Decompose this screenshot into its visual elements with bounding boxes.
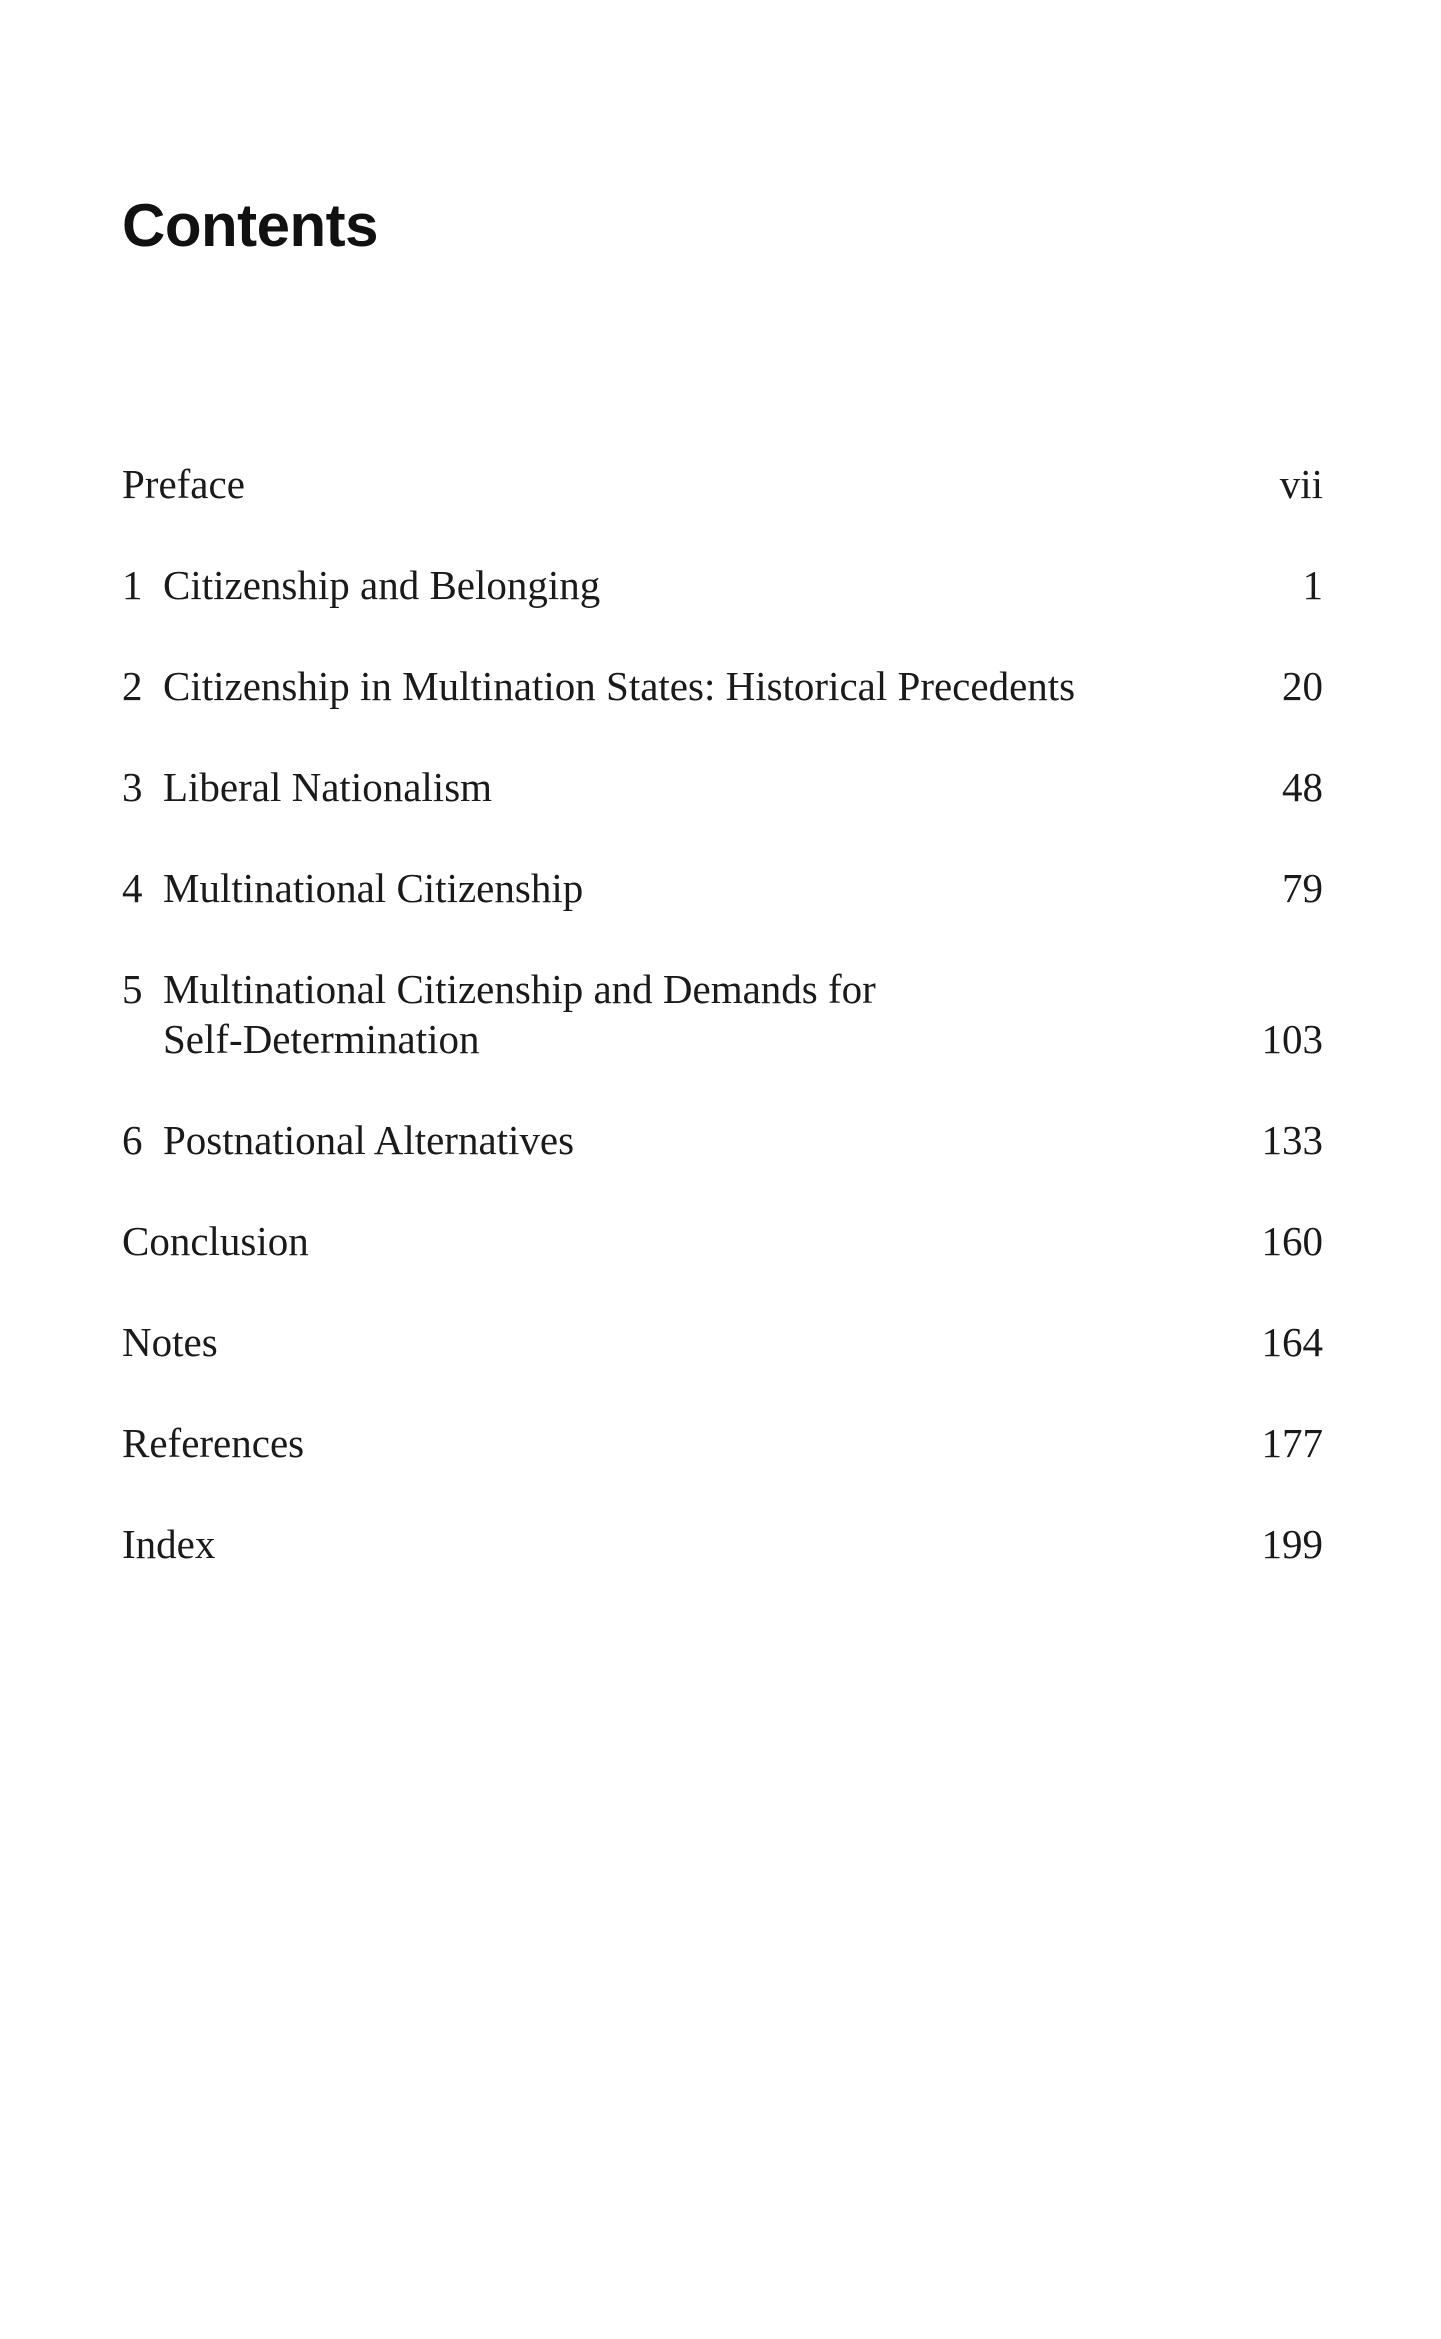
toc-entry-title [122,1519,215,1569]
toc-entry-label [122,1216,309,1266]
toc-entry-conclusion[interactable] [122,1216,1323,1266]
toc-chapter-number: 5 [122,966,143,1012]
toc-page-number: 177 [1261,1420,1323,1466]
toc-chapter-number: 1 [122,562,143,608]
toc-entry-title-line: Citizenship and Belonging [163,562,601,608]
toc-entry-title [163,560,600,610]
toc-entry-index[interactable] [122,1519,1323,1569]
toc-page-number: 160 [1261,1218,1323,1264]
toc-page-number: vii [1279,461,1323,507]
toc-entry-title-line: Multinational Citizenship and Demands for [163,966,876,1012]
toc-entry-title-line: Conclusion [122,1218,309,1264]
toc-entry-chapter-2[interactable] [122,661,1323,711]
table-of-contents [122,459,1323,1620]
toc-entry-title-line: Citizenship in Multination States: Historical Precedents [163,663,1076,709]
toc-entry-label [122,560,600,610]
toc-entry-label [122,863,583,913]
toc-entry-label [122,762,492,812]
toc-entry-title-line: Preface [122,461,245,507]
toc-entry-chapter-6[interactable] [122,1115,1323,1165]
toc-entry-label [122,661,1075,711]
toc-entry-title [122,1317,218,1367]
toc-entry-label [122,964,876,1064]
toc-entry-title-line: Liberal Nationalism [163,764,493,810]
toc-entry-title [163,762,492,812]
toc-entry-preface[interactable] [122,459,1323,509]
toc-page-number: 164 [1261,1319,1323,1365]
toc-page-number: 103 [1261,1016,1323,1062]
toc-entry-label [122,1317,218,1367]
toc-entry-title [163,964,876,1064]
toc-chapter-number: 4 [122,865,143,911]
toc-entry-chapter-5[interactable] [122,964,1323,1064]
toc-chapter-number: 3 [122,764,143,810]
toc-entry-chapter-1[interactable] [122,560,1323,610]
toc-entry-notes[interactable] [122,1317,1323,1367]
toc-chapter-number: 2 [122,663,143,709]
toc-page-number: 133 [1261,1117,1323,1163]
toc-page-number: 48 [1282,764,1323,810]
toc-entry-title [163,863,583,913]
toc-entry-label [122,459,245,509]
toc-entry-title-line: Notes [122,1319,218,1365]
toc-entry-title [122,459,245,509]
toc-entry-title [163,661,1075,711]
toc-entry-title-line: Index [122,1521,216,1567]
toc-entry-title [163,1115,574,1165]
toc-entry-title [122,1418,304,1468]
toc-page-number: 199 [1261,1521,1323,1567]
toc-page-number: 20 [1282,663,1323,709]
toc-entry-references[interactable] [122,1418,1323,1468]
toc-entry-label [122,1115,574,1165]
toc-page-number: 1 [1302,562,1323,608]
toc-entry-title [122,1216,309,1266]
toc-entry-title-line: References [122,1420,305,1466]
toc-page-number: 79 [1282,865,1323,911]
toc-entry-title-line: Postnational Alternatives [163,1117,575,1163]
toc-entry-title-line: Multinational Citizenship [163,865,584,911]
toc-entry-label [122,1418,304,1468]
toc-entry-chapter-4[interactable] [122,863,1323,913]
page-title: Contents [122,192,378,259]
toc-entry-chapter-3[interactable] [122,762,1323,812]
toc-entry-title-line: Self-Determination [163,1016,480,1062]
toc-chapter-number: 6 [122,1117,143,1163]
toc-entry-label [122,1519,215,1569]
